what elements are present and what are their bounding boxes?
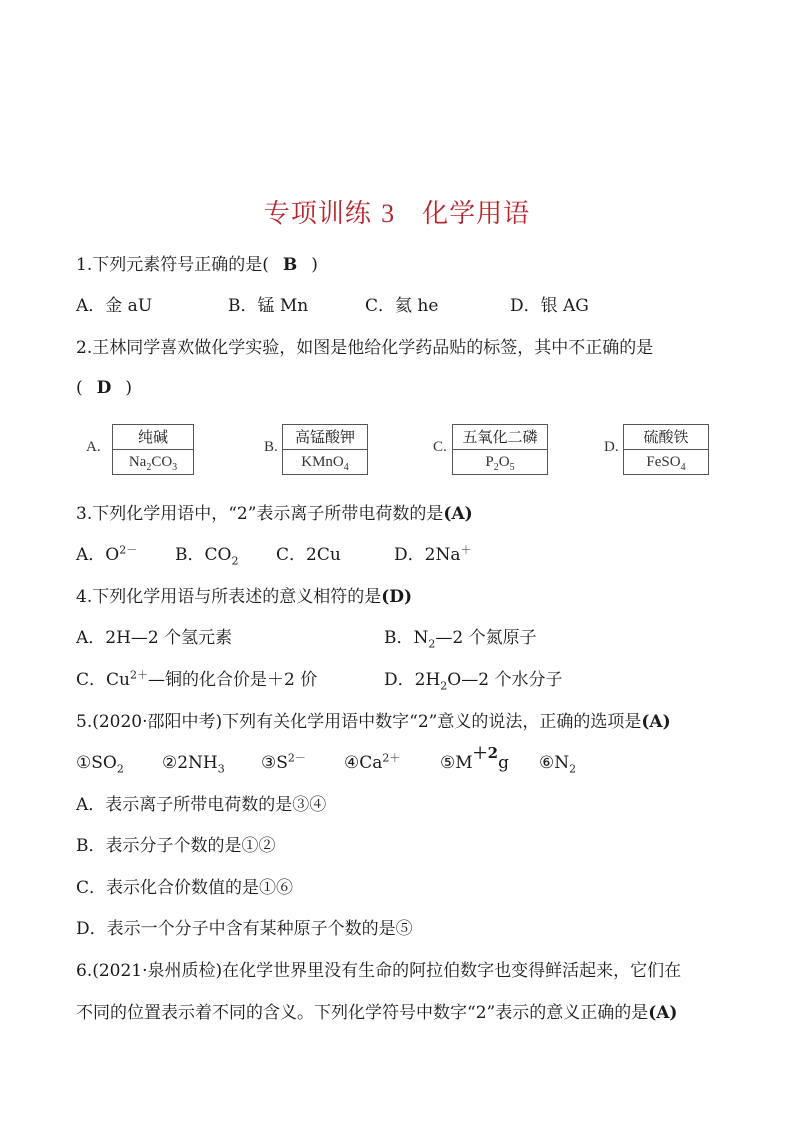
option-d: D．2Na＋ xyxy=(394,543,472,565)
option-a: A．$O^{2-}$ xyxy=(76,543,138,565)
question-5-symbols xyxy=(76,744,726,776)
question-2-answer-line: ( D ) xyxy=(76,378,133,398)
question-1-options xyxy=(76,295,726,317)
option-c: C．$Cu^{2+}—$铜的化合价是＋2 价 xyxy=(76,668,318,690)
question-2-stem: 2.王林同学喜欢做化学实验，如图是他给化学药品贴的标签，其中不正确的是 xyxy=(76,338,654,358)
option-c: C．氦 he xyxy=(365,296,439,316)
question-3-options xyxy=(76,544,676,566)
symbol-2: $②2NH_3$ xyxy=(162,753,225,776)
question-2-answer: D xyxy=(96,378,112,398)
question-5-option-c: C．表示化合价数值的是①⑥ xyxy=(76,878,294,898)
question-1-answer: B xyxy=(282,255,298,275)
label-box: 五氧化二磷 $P_2O_5$ xyxy=(452,424,548,475)
question-4-answer: (D) xyxy=(381,587,413,607)
question-6-answer: (A) xyxy=(648,1003,678,1023)
page-title: 专项训练 3 化学用语 xyxy=(263,199,531,229)
question-1-stem: 1.下列元素符号正确的是( B ) xyxy=(76,255,318,275)
question-5-answer: (A) xyxy=(641,712,671,732)
symbol-3: $③S^{2-}$ xyxy=(261,751,306,773)
symbol-6: $⑥N_2$ xyxy=(539,753,577,776)
question-5-option-d: D．表示一个分子中含有某种原子个数的是⑤ xyxy=(76,919,413,939)
label-box: 高锰酸钾 KMnO$_4$ xyxy=(282,424,368,475)
question-5-option-a: A．表示离子所带电荷数的是③④ xyxy=(76,795,327,815)
question-3-stem: 3.下列化学用语中，“2”表示离子所带电荷数的是(A) xyxy=(76,504,473,524)
option-b: B．$CO_2$ xyxy=(175,545,239,568)
option-b: B．锰 Mn xyxy=(228,296,309,316)
option-c: C．2Cu xyxy=(276,545,341,565)
question-4-options-row-2 xyxy=(76,669,726,691)
symbol-5: ⑤M＋2g xyxy=(440,744,509,773)
symbol-1: $①SO_2$ xyxy=(76,753,124,776)
question-4-options-row-1 xyxy=(76,627,726,649)
question-3-answer: (A) xyxy=(443,504,473,524)
option-a: A．金 aU xyxy=(76,296,153,316)
symbol-4: $④Ca^{2+}$ xyxy=(344,751,401,773)
question-5-stem: 5.(2020·邵阳中考)下列有关化学用语中数字“2”意义的说法，正确的选项是(A) xyxy=(76,712,671,732)
option-d: D．$2H_2O—2$ 个水分子 xyxy=(384,670,563,693)
question-6-stem-line-1: 6.(2021·泉州质检)在化学世界里没有生命的阿拉伯数字也变得鲜活起来，它们在 xyxy=(76,961,682,981)
option-d: D．银 AG xyxy=(510,296,589,316)
option-a: A．2H—2 个氢元素 xyxy=(76,628,233,648)
label-box: 纯碱 $Na_2CO_3$ xyxy=(112,424,194,475)
option-b: B．$N_2—2$ 个氮原子 xyxy=(384,628,537,651)
label-box: 硫酸铁 FeSO$_4$ xyxy=(623,424,709,475)
reagent-labels: A. 纯碱 $Na_2CO_3$ B. 高锰酸钾 KMnO$_4$ C. 五氧化二磷 $P_2O_5$ D. 硫酸铁 FeSO$_4$ xyxy=(86,424,726,476)
question-5-option-b: B．表示分子个数的是①② xyxy=(76,836,276,856)
question-6-stem-line-2: 不同的位置表示着不同的含义。下列化学符号中数字“2”表示的意义正确的是(A) xyxy=(76,1003,678,1023)
question-4-stem: 4.下列化学用语与所表述的意义相符的是(D) xyxy=(76,587,413,607)
